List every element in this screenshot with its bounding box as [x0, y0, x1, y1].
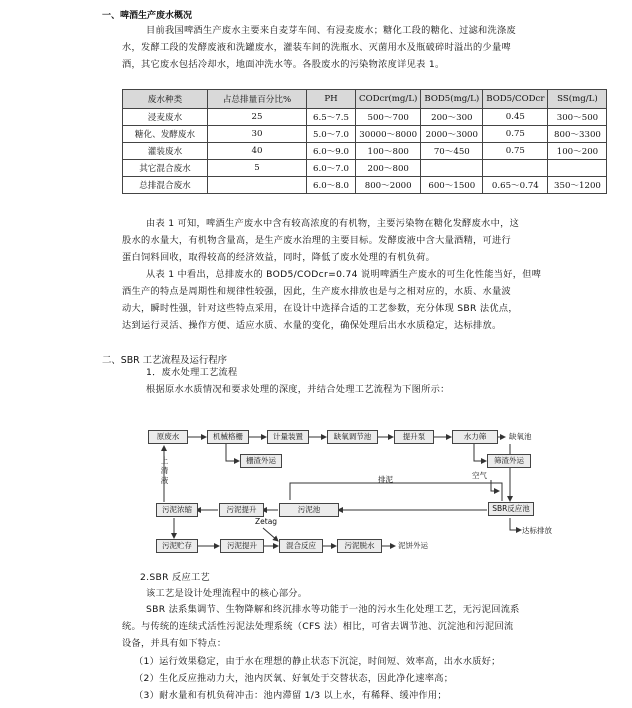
table-cell: 0.45 — [483, 109, 548, 126]
paragraph-line: 酒，其它废水包括冷却水，地面冲洗水等。各股废水的污染物浓度详见表 1。 — [122, 59, 445, 70]
flow-node: 原废水 — [148, 430, 188, 444]
table-header: 废水种类 — [123, 90, 208, 109]
flow-node: 污泥提升 — [219, 503, 264, 517]
paragraph-line: 目前我国啤酒生产废水主要来自麦芽车间、有浸麦废水；糖化工段的糖化、过滤和洗涤废 — [146, 25, 517, 36]
table-header: CODcr(mg/L) — [356, 90, 421, 109]
section-heading: 二、SBR 工艺流程及运行程序 — [102, 355, 228, 366]
flow-label: 泥饼外运 — [398, 541, 428, 550]
paragraph-line: 从表 1 中看出，总排废水的 BOD5/CODcr=0.74 说明啤酒生产废水的可生化性能当好，但啤 — [146, 269, 542, 280]
flow-node: 混合反应 — [279, 539, 323, 553]
table-cell: 6.0～8.0 — [307, 177, 356, 194]
flow-label: 排泥 — [378, 475, 393, 484]
table-cell: 800～2000 — [356, 177, 421, 194]
table-cell: 0.75 — [483, 126, 548, 143]
table-cell: 灌装废水 — [123, 143, 208, 160]
paragraph-line: 统。与传统的连续式活性污泥法处理系统（CFS 法）相比，可省去调节池、沉淀池和污泥回流 — [122, 621, 514, 632]
table-cell: 100～200 — [548, 143, 607, 160]
flow-node: 筛渣外运 — [487, 454, 531, 468]
table-cell: 其它混合废水 — [123, 160, 208, 177]
table-header: BOD5/CODcr — [483, 90, 548, 109]
table-cell: 浸麦废水 — [123, 109, 208, 126]
flow-node: 计量装置 — [267, 430, 309, 444]
table-header: PH — [307, 90, 356, 109]
paragraph-line: 该工艺是设计处理流程中的核心部分。 — [146, 588, 308, 599]
table-cell: 100～800 — [356, 143, 421, 160]
table-cell: 30000～8000 — [356, 126, 421, 143]
flow-node: 污泥池 — [279, 503, 339, 517]
table-cell: 25 — [208, 109, 307, 126]
table-cell: 总排混合废水 — [123, 177, 208, 194]
table-cell: 800～3300 — [548, 126, 607, 143]
flow-node: 缺氧调节池 — [327, 430, 378, 444]
flow-node: 污泥提升 — [220, 539, 264, 553]
flow-label: 上清液 — [160, 456, 169, 485]
paragraph-line: 酒生产的特点是周期性和规律性较强，因此，生产废水排放也是与之相对应的，水质、水量波 — [122, 286, 511, 297]
table-cell: 200～300 — [421, 109, 483, 126]
paragraph-line: 由表 1 可知，啤酒生产废水中含有较高浓度的有机物，主要污染物在糖化发酵废水中，这 — [146, 218, 520, 229]
flow-node: 栅渣外运 — [240, 454, 282, 468]
table-cell: 0.75 — [483, 143, 548, 160]
table-cell: 5 — [208, 160, 307, 177]
flow-node: 机械格栅 — [207, 430, 249, 444]
table-cell: 6.0～7.0 — [307, 160, 356, 177]
paragraph-line: 股水的水量大，有机物含量高，是生产废水治理的主要目标。发酵废液中含大量酒精，可进行 — [122, 235, 511, 246]
paragraph-line: 设备，并具有如下特点： — [122, 638, 227, 649]
flow-node: 污泥贮存 — [156, 539, 198, 553]
paragraph-line: 达到运行灵活、操作方便、适应水质、水量的变化，确保处理后出水水质稳定，达标排放。 — [122, 320, 502, 331]
paragraph-line: SBR 法系集调节、生物降解和终沉排水等功能于一池的污水生化处理工艺，无污泥回流系 — [146, 604, 520, 615]
flow-label: Zetag — [255, 517, 278, 526]
section-heading: 一、啤酒生产废水概况 — [102, 11, 193, 21]
table-header: 占总排量百分比% — [208, 90, 307, 109]
list-item: （1）运行效果稳定，由于水在理想的静止状态下沉淀，时间短、效率高，出水水质好； — [134, 656, 501, 667]
flow-label: 达标排放 — [522, 526, 552, 535]
subheading: 1．废水处理工艺流程 — [146, 367, 238, 378]
table-cell: 2000～3000 — [421, 126, 483, 143]
table-cell: 600～1500 — [421, 177, 483, 194]
table-header: SS(mg/L) — [548, 90, 607, 109]
paragraph-line: 水，发酵工段的发酵废液和洗罐废水，灌装车间的洗瓶水、灭菌用水及瓶破碎时溢出的少量啤 — [122, 42, 511, 53]
paragraph-line: 根据原水水质情况和要求处理的深度，并结合处理工艺流程为下图所示： — [146, 384, 450, 395]
flow-label: 缺氧池 — [509, 432, 532, 441]
table-cell: 5.0～7.0 — [307, 126, 356, 143]
flow-node: 污泥脱水 — [337, 539, 382, 553]
flow-node: 水力筛 — [452, 430, 498, 444]
paragraph-line: 动大，瞬时性强，针对这些特点采用，在设计中选择合适的工艺参数，充分体现 SBR 法优点， — [122, 303, 518, 314]
table-cell: 500～700 — [356, 109, 421, 126]
table-header: BOD5(mg/L) — [421, 90, 483, 109]
list-item: （3）耐水量和有机负荷冲击：池内滞留 1/3 以上水，有稀释、缓冲作用； — [134, 690, 447, 701]
table-cell: 6.5～7.5 — [307, 109, 356, 126]
table-cell: 6.0～9.0 — [307, 143, 356, 160]
subheading: 2.SBR 反应工艺 — [140, 572, 210, 583]
flow-node: 污泥浓缩 — [156, 503, 198, 517]
table-cell: 350～1200 — [548, 177, 607, 194]
flow-node: SBR反应池 — [488, 502, 534, 516]
table-cell: 300～500 — [548, 109, 607, 126]
table-cell: 0.65～0.74 — [483, 177, 548, 194]
paragraph-line: 蛋白饲料回收，取得较高的经济效益，同时，降低了废水处理的有机负荷。 — [122, 252, 436, 263]
flow-label: 空气 — [472, 471, 487, 480]
table-cell: 30 — [208, 126, 307, 143]
list-item: （2）生化反应推动力大，池内厌氧、好氧处于交替状态，因此净化速率高； — [134, 673, 454, 684]
table-cell: 40 — [208, 143, 307, 160]
flow-node: 提升泵 — [394, 430, 434, 444]
table-cell: 200～800 — [356, 160, 421, 177]
table-cell: 糖化、发酵废水 — [123, 126, 208, 143]
table-cell: 70～450 — [421, 143, 483, 160]
